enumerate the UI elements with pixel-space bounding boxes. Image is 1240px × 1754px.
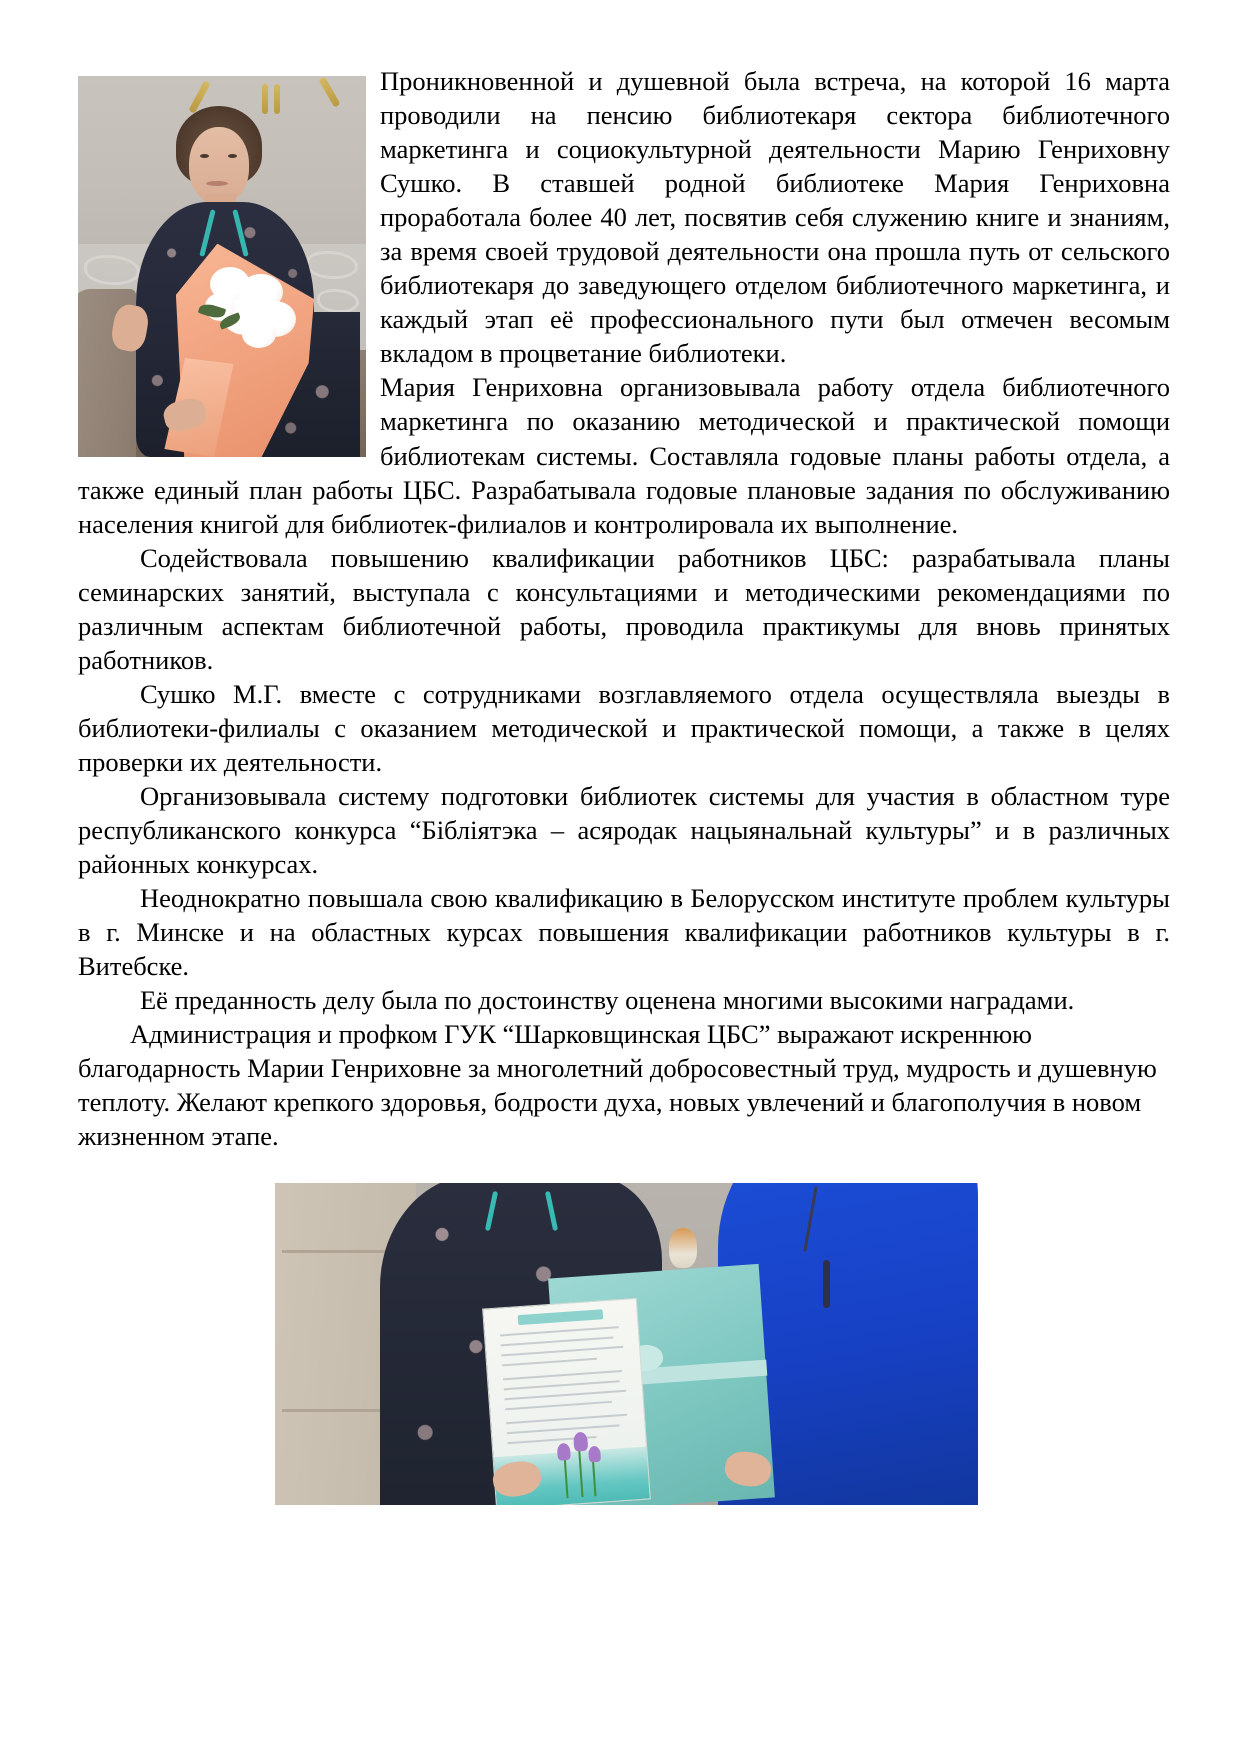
certificate-text-line <box>506 1401 613 1410</box>
certificate-crocus-3 <box>588 1446 601 1463</box>
photo2-necklace-pendant <box>823 1260 830 1308</box>
paragraph-8: Администрация и профком ГУК “Шарковщинская ЦБС” выражают искреннюю благодарность Марии Генриховне за многолетний добросовестный труд, мудрость и душевную теплоту. Желают крепкого здоровья, бодрости духа, новых увлечений и благополучия в новом жизненном этапе. <box>78 1019 1157 1152</box>
certificate-text-line <box>507 1414 627 1424</box>
article-body <box>78 64 1170 1154</box>
photo-woman-with-bouquet <box>78 76 366 457</box>
photo1-mouth <box>206 181 228 186</box>
certificate-text-line <box>501 1326 620 1336</box>
photo1-flower-6 <box>242 320 276 348</box>
photo1-gold-decor-3 <box>274 84 280 114</box>
paragraph-2: Мария Генриховна организовывала работу отдела библиотечного маркетинга по оказанию методической и практической помощи библиотекам системы. Составляла годовые планы работы отдела, а также единый план работы ЦБС. Разрабатывала годовые плановые задания по обслуживанию населения книгой для библиотек-филиалов и контролировала их выполнение. <box>78 372 1170 539</box>
photo1-gold-decor-2 <box>262 84 268 114</box>
photo-award-presentation <box>275 1183 978 1505</box>
photo1-eye-right <box>228 154 237 158</box>
certificate-crocus-2 <box>573 1432 588 1452</box>
certificate-text-line <box>504 1370 623 1380</box>
certificate-title-bar <box>518 1309 604 1325</box>
certificate-crocus-1 <box>557 1443 571 1461</box>
photo2-scene <box>275 1183 978 1505</box>
certificate-text-line <box>502 1346 624 1357</box>
photo1-face <box>189 127 249 203</box>
certificate-text-line <box>504 1380 620 1390</box>
paragraph-7: Её преданность делу была по достоинству оценена многими высокими наградами. <box>140 985 1075 1016</box>
photo1-cushion-pattern-1 <box>84 255 140 285</box>
certificate-text-line <box>501 1336 614 1346</box>
paragraph-4: Сушко М.Г. вместе с сотрудниками возглавляемого отдела осуществляла выезды в библиотеки-филиалы с оказанием методической и практической помощи, а также в целях проверки их деятельности. <box>78 678 1170 777</box>
certificate-text-line <box>503 1358 598 1367</box>
certificate-text-line <box>505 1390 627 1401</box>
certificate-text-line <box>507 1424 620 1434</box>
paragraph-5: Организовывала систему подготовки библиотек системы для участия в областном туре республиканского конкурса “Бібліятэка – асяродак нацыянальнай культуры” и в различных районных конкурсах. <box>78 780 1170 880</box>
photo2-decor-figurine <box>669 1228 697 1268</box>
paragraph-1: Проникновенной и душевной была встреча, на которой 16 марта проводили на пенсию библиотекаря сектора библиотечного маркетинга и социокультурной деятельности Марию Генриховну Сушко. В ставшей родной библиотеке Мария Генриховна проработала более 40 лет, посвятив себя служению книге и знаниям, за время своей трудовой деятельности она прошла путь от сельского библиотекаря до заведующего отделом библиотечного маркетинга, и каждый этап её профессионального пути был отмечен весомым вкладом в процветание библиотеки. <box>380 66 1170 369</box>
paragraph-3: Содействовала повышению квалификации работников ЦБС: разрабатывала планы семинарских занятий, выступала с консультациями и методическими рекомендациями по различным аспектам библиотечной работы, проводила практикумы для вновь принятых работников. <box>78 542 1170 675</box>
paragraph-6: Неоднократно повышала свою квалификацию в Белорусском институте проблем культуры в г. Минске и на областных курсах повышения квалификации работников культуры в г. Витебске. <box>78 883 1170 982</box>
photo1-cushion-pattern-5 <box>317 289 359 313</box>
